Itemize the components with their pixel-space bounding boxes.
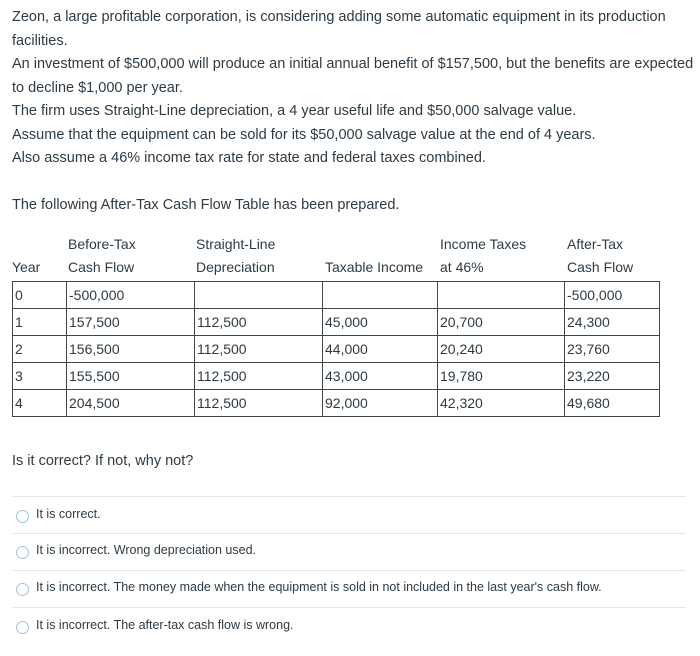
radio-button[interactable] (16, 546, 29, 559)
cell-after-tax: 24,300 (565, 309, 660, 336)
intro-line: An investment of $500,000 will produce an initial annual benefit of $157,500, but the benefits are expected to decline $1,000 per year. (12, 56, 694, 96)
option-divider (12, 533, 686, 534)
option-divider (12, 607, 686, 608)
cell-income-taxes: 20,700 (438, 309, 565, 336)
cell-before-tax: 156,500 (67, 336, 195, 363)
header-line: Before-Tax (68, 236, 136, 252)
cell-income-taxes: 19,780 (438, 363, 565, 390)
cell-taxable-income: 92,000 (323, 390, 438, 417)
cell-taxable-income: 43,000 (323, 363, 438, 390)
header-before-tax (68, 233, 136, 279)
header-line: Cash Flow (567, 259, 634, 275)
cell-year: 1 (13, 309, 67, 336)
option-label: It is correct. (36, 507, 101, 521)
cell-depreciation: 112,500 (195, 309, 323, 336)
intro-line: Zeon, a large profitable corporation, is considering adding some automatic equipment in its production facilities. (12, 9, 666, 49)
cell-year: 3 (13, 363, 67, 390)
header-line: Depreciation (196, 259, 275, 275)
header-line: Income Taxes (440, 236, 527, 252)
header-income-taxes (440, 233, 526, 279)
cell-depreciation: 112,500 (195, 390, 323, 417)
option-divider (12, 570, 686, 571)
cash-flow-table (12, 281, 660, 417)
radio-button[interactable] (16, 510, 29, 523)
header-line: Cash Flow (68, 259, 135, 275)
intro-line: Also assume a 46% income tax rate for state and federal taxes combined. (12, 150, 486, 166)
cell-depreciation: 112,500 (195, 363, 323, 390)
header-depreciation (196, 233, 275, 279)
cell-after-tax: -500,000 (565, 282, 660, 309)
cell-depreciation (195, 282, 323, 309)
cell-before-tax: -500,000 (67, 282, 195, 309)
intro-line: The firm uses Straight-Line depreciation, a 4 year useful life and $50,000 salvage value. (12, 103, 577, 119)
intro-line: Assume that the equipment can be sold for its $50,000 salvage value at the end of 4 years. (12, 126, 596, 143)
cell-taxable-income: 45,000 (323, 309, 438, 336)
header-after-tax (567, 233, 633, 279)
cell-income-taxes: 42,320 (438, 390, 565, 417)
cell-income-taxes: 20,240 (438, 336, 565, 363)
cell-year: 0 (13, 282, 67, 309)
table-row (13, 309, 660, 336)
table-row (13, 282, 660, 309)
radio-button[interactable] (16, 583, 29, 596)
cell-depreciation: 112,500 (195, 336, 323, 363)
cell-taxable-income (323, 282, 438, 309)
cell-income-taxes (438, 282, 565, 309)
header-line: Straight-Line (196, 236, 276, 252)
cell-after-tax: 23,760 (565, 336, 660, 363)
cell-taxable-income: 44,000 (323, 336, 438, 363)
table-row (13, 390, 660, 417)
option-divider (12, 496, 686, 497)
table-row (13, 363, 660, 390)
option-label: It is incorrect. The money made when the equipment is sold in not included in the last year's cash flow. (36, 580, 602, 594)
cell-before-tax: 157,500 (67, 309, 195, 336)
header-line: After-Tax (567, 236, 624, 252)
cell-before-tax: 204,500 (67, 390, 195, 417)
problem-statement (12, 6, 696, 171)
option-label: It is incorrect. The after-tax cash flow is wrong. (36, 618, 294, 632)
cell-year: 4 (13, 390, 67, 417)
cell-after-tax: 23,220 (565, 363, 660, 390)
radio-button[interactable] (16, 621, 29, 634)
header-year: Year (12, 259, 41, 275)
cell-after-tax: 49,680 (565, 390, 660, 417)
header-line: at 46% (440, 259, 484, 275)
table-row (13, 336, 660, 363)
header-taxable-income: Taxable Income (325, 259, 424, 275)
table-caption: The following After-Tax Cash Flow Table has been prepared. (12, 197, 400, 213)
option-label: It is incorrect. Wrong depreciation used. (36, 543, 257, 557)
cell-before-tax: 155,500 (67, 363, 195, 390)
cell-year: 2 (13, 336, 67, 363)
question-text: Is it correct? If not, why not? (12, 453, 194, 469)
